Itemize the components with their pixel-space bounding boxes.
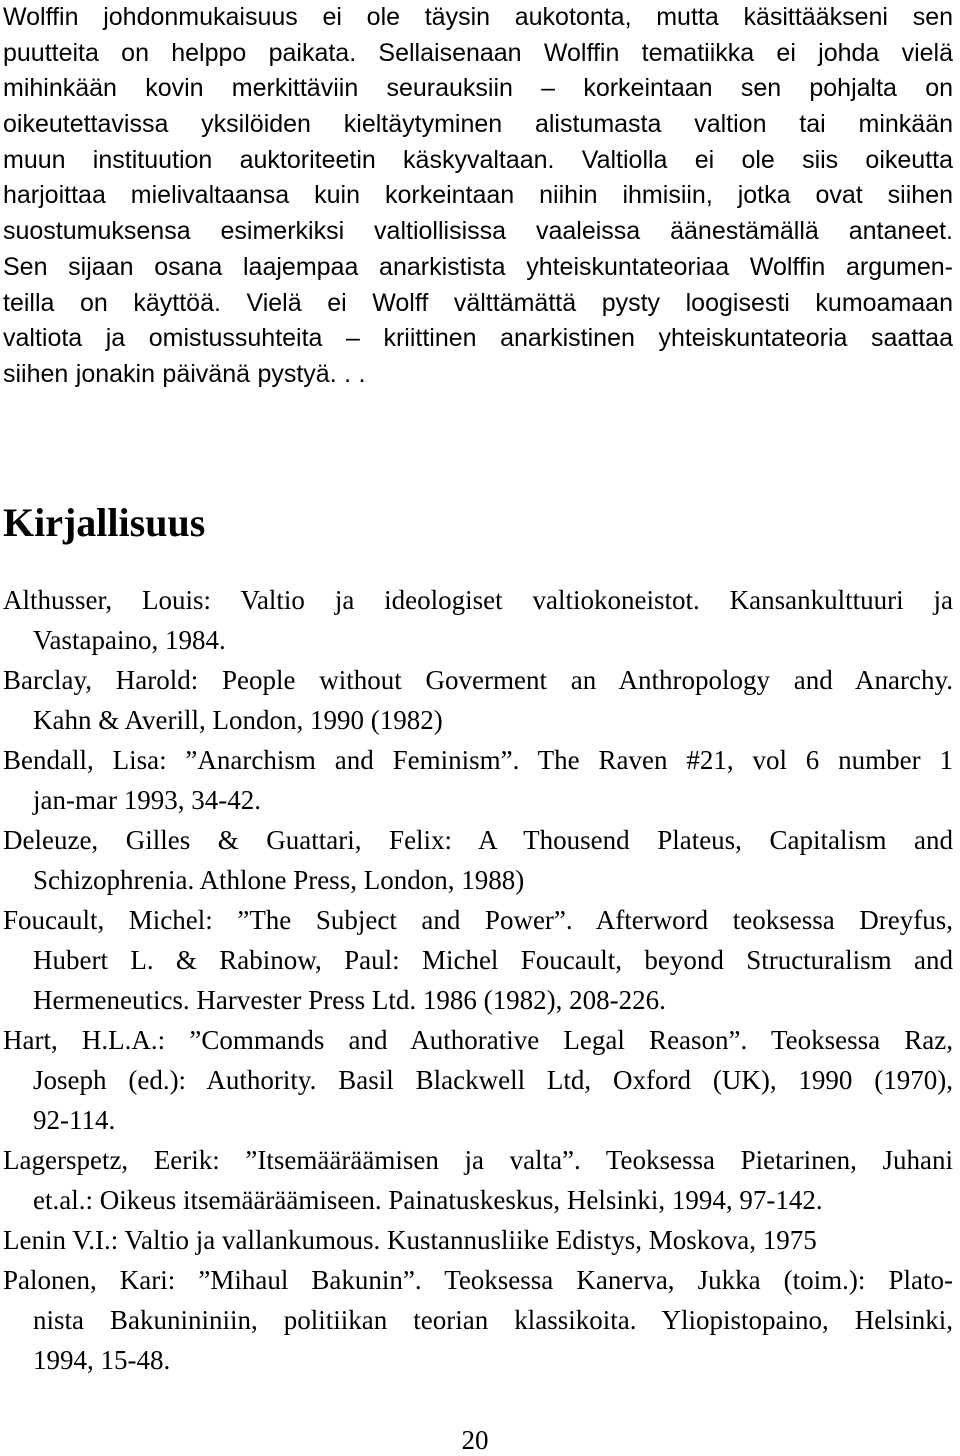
reference-line: Schizophrenia. Athlone Press, London, 1988) xyxy=(33,865,525,895)
reference-line: et.al.: Oikeus itsemääräämiseen. Painatuskeskus, Helsinki, 1994, 97-142. xyxy=(33,1185,823,1215)
page-number: 20 xyxy=(461,1425,489,1455)
paragraph-line: mihinkään kovin merkittäviin seurauksiin – korkeintaan sen pohjalta on xyxy=(3,74,953,103)
paragraph-line: harjoittaa mielivaltaansa kuin korkeintaan niihin ihmisiin, jotka ovat siihen xyxy=(3,181,953,210)
reference-line: nista Bakunininiin, politiikan teorian klassikoita. Yliopistopaino, Helsinki, xyxy=(33,1305,953,1335)
reference-line: Deleuze, Gilles & Guattari, Felix: A Thousend Plateus, Capitalism and xyxy=(3,825,953,855)
reference-entry xyxy=(3,660,953,740)
reference-line: Foucault, Michel: ”The Subject and Power”. Afterword teoksessa Dreyfus, xyxy=(3,905,953,935)
section-heading: Kirjallisuus xyxy=(3,500,206,545)
reference-line: Palonen, Kari: ”Mihaul Bakunin”. Teoksessa Kanerva, Jukka (toim.): Plato- xyxy=(3,1265,953,1295)
reference-line: Hart, H.L.A.: ”Commands and Authorative Legal Reason”. Teoksessa Raz, xyxy=(3,1025,953,1055)
reference-line: 1994, 15-48. xyxy=(33,1345,171,1375)
reference-line: Barclay, Harold: People without Goverment an Anthropology and Anarchy. xyxy=(3,665,953,695)
reference-line: Lagerspetz, Eerik: ”Itsemääräämisen ja valta”. Teoksessa Pietarinen, Juhani xyxy=(3,1145,953,1175)
reference-line: Vastapaino, 1984. xyxy=(33,625,226,655)
reference-line: Bendall, Lisa: ”Anarchism and Feminism”. The Raven #21, vol 6 number 1 xyxy=(3,745,953,775)
paragraph-line: valtiota ja omistussuhteita – kriittinen anarkistinen yhteiskuntateoria saattaa xyxy=(3,324,953,353)
reference-line: Kahn & Averill, London, 1990 (1982) xyxy=(33,705,443,735)
body-paragraph xyxy=(3,0,953,393)
paragraph-line: muun instituution auktoriteetin käskyvaltaan. Valtiolla ei ole siis oikeutta xyxy=(3,145,953,174)
reference-entry xyxy=(3,1260,953,1380)
reference-line: Hubert L. & Rabinow, Paul: Michel Foucault, beyond Structuralism and xyxy=(33,945,953,975)
reference-entry xyxy=(3,740,953,820)
reference-line: Althusser, Louis: Valtio ja ideologiset valtiokoneistot. Kansankulttuuri ja xyxy=(3,585,953,615)
paragraph-line: oikeutettavissa yksilöiden kieltäytyminen alistumasta valtion tai minkään xyxy=(3,110,953,139)
document-page xyxy=(3,0,953,393)
paragraph-line: Sen sijaan osana laajempaa anarkistista yhteiskuntateoriaa Wolffin argumen- xyxy=(3,252,953,281)
reference-list xyxy=(3,580,953,1380)
reference-line: 92-114. xyxy=(33,1105,116,1135)
reference-entry xyxy=(3,900,953,1020)
reference-line: Lenin V.I.: Valtio ja vallankumous. Kustannusliike Edistys, Moskova, 1975 xyxy=(3,1225,817,1255)
paragraph-line: suostumuksensa esimerkiksi valtiollisissa vaaleissa äänestämällä antaneet. xyxy=(3,217,953,246)
reference-entry xyxy=(3,820,953,900)
reference-entry xyxy=(3,580,953,660)
reference-line: Joseph (ed.): Authority. Basil Blackwell Ltd, Oxford (UK), 1990 (1970), xyxy=(33,1065,953,1095)
reference-entry xyxy=(3,1020,953,1140)
paragraph-line: puutteita on helppo paikata. Sellaisenaan Wolffin tematiikka ei johda vielä xyxy=(3,38,953,67)
reference-entry xyxy=(3,1140,953,1220)
reference-line: jan-mar 1993, 34-42. xyxy=(33,785,261,815)
paragraph-line: Wolffin johdonmukaisuus ei ole täysin aukotonta, mutta käsittääkseni sen xyxy=(3,3,953,31)
reference-line: Hermeneutics. Harvester Press Ltd. 1986 (1982), 208-226. xyxy=(33,985,666,1015)
paragraph-line: siihen jonakin päivänä pystyä. . . xyxy=(3,359,366,388)
reference-entry xyxy=(3,1220,953,1260)
paragraph-line: teilla on käyttöä. Vielä ei Wolff välttämättä pysty loogisesti kumoamaan xyxy=(3,288,953,317)
